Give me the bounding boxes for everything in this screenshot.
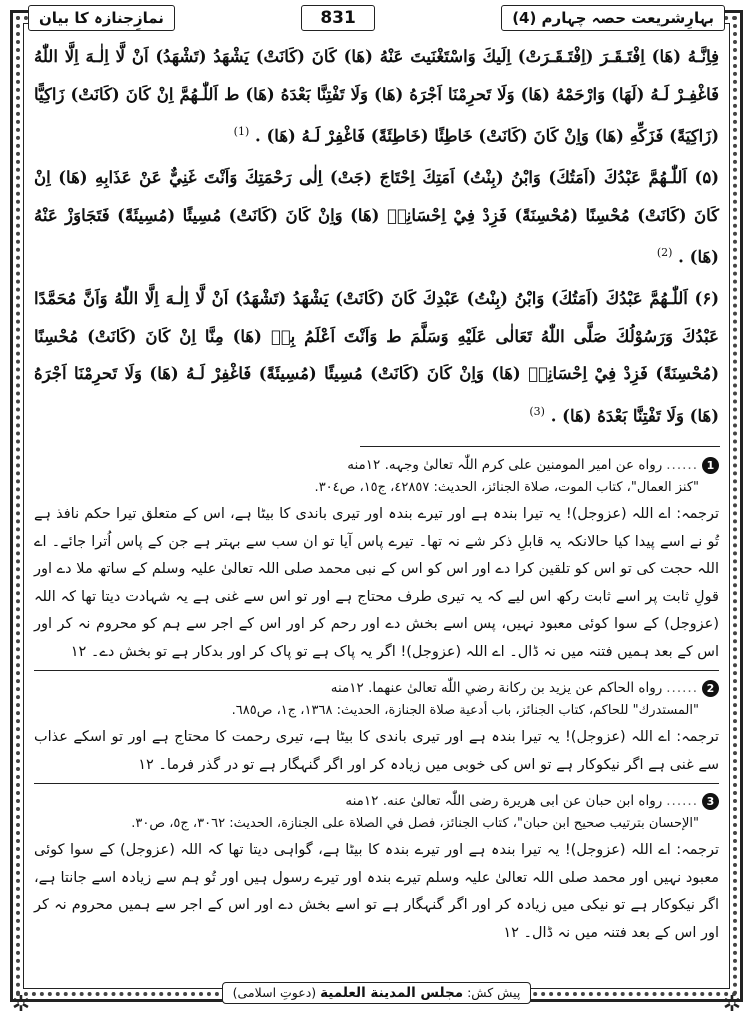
footer-prefix: پیش کش: [467, 985, 521, 1000]
footnote-ref: (3) [529, 404, 545, 418]
footnote-number: 2 [702, 680, 719, 697]
footnote: 2 ...... رواه الحاكم عن يزيد بن ركانة رضي اللّٰه تعالیٰ عنهما. ۱۲منه "المستدرك" للحاكم، كتاب الجنائز، باب أدعية صلاة الجنازة، الحديث: ١٣٦٨، ج١، ص٦٨٥. ترجمہ: اے اللہ (عزوجل)! یہ تیرا بندہ ہے اور تیری باندی کا بیٹا ہے، تیری رحمت کا محتاج ہے اور تو اسکے عذاب سے غنی ہے اگر نیکوکار ہے تو اس کی خوبی میں زیادہ کر اور اگر گنہگار ہے تو در گذر فرما۔ ۱۲ [34, 677, 719, 779]
footnote-reference: "الإحسان بترتيب صحيح ابن حبان"، كتاب الجنائز، فصل في الصلاة على الجنازة، الحديث: ٣٠٦٢، ج٥، ص٣٠. [131, 816, 699, 831]
footnote-ref: (1) [233, 125, 250, 138]
footnote-translation: ترجمہ: اے اللہ (عزوجل)! یہ تیرا بندہ ہے اور تیرے بندہ کا بیٹا ہے، گواہی دیتا تھا کہ اللہ (عزوجل) کے سوا کوئی معبود نہیں اور محمد صلی اللہ تعالیٰ علیہ وسلم تیرے بندہ اور تیرے رسول ہیں اور تُو ہم سے زیادہ اسے جانتا ہے، اگر نیکوکار ہے تو نیکی میں زیادہ کر اور اگر گنہگار ہے تو اسے بخش دے اور اس کے اجر سے ہمیں محروم نہ کر اور اس کے بعد فتنہ میں نہ ڈال۔ ۱۲ [34, 842, 719, 941]
footnote-translation: ترجمہ: اے اللہ (عزوجل)! یہ تیرا بندہ ہے اور تیرے بندہ اور تیری باندی کا بیٹا ہے، اس کے متعلق تیرا حکم نافذ ہے تُو نے اسے پیدا کیا حالانکہ یہ قابلِ ذکر شے نہ تھا۔ تیرے پاس آیا تو ان سب سے بہتر ہے جن کے پاس اُترا جائے۔ اے اللہ حجت کی تو اس کو تلقین کرا دے اور اس کو اس کے نبی محمد صلی اللہ تعالیٰ علیہ وسلم کے ساتھ ملا دے اور قولِ ثابت پر اسے ثابت رکھ اس لیے کہ یہ تیری طرف محتاج ہے اور تو اس سے غنی ہے یہ شہادت دیتا تھا کہ اللہ (عزوجل) کے سوا کوئی معبود نہیں، پس اسے بخش دے اور رحم کر اور اس کے اجر سے ہم کو محروم نہ کر اور اس کے بعد ہمیں فتنہ میں نہ ڈال۔ اے اللہ (عزوجل)! اگر یہ پاک ہے تو پاک کر اور بدکار ہے تو بخش دے۔ ۱۲ [34, 506, 719, 660]
footnote-number: 3 [702, 793, 719, 810]
page-number: 831 [301, 5, 375, 31]
footnote-reference: "كنز العمال"، كتاب الموت، صلاة الجنائز، الحديث: ٤٢٨٥٧، ج١٥، ص٣٠٤. [314, 480, 699, 495]
footnote-reference: "المستدرك" للحاكم، كتاب الجنائز، باب أدعية صلاة الجنازة، الحديث: ١٣٦٨، ج١، ص٦٨٥. [231, 703, 699, 718]
publisher-box [222, 982, 532, 1004]
book-title: بہارِشریعت حصہ چہارم (4) [501, 5, 725, 31]
footnote-separator [34, 670, 719, 671]
footnote-source: رواه الحاكم عن يزيد بن ركانة رضي اللّٰه تعالیٰ عنهما. ۱۲منه [330, 680, 663, 696]
publisher-name: مجلس المدينة العلمية [320, 985, 464, 1001]
footnote-translation: ترجمہ: اے اللہ (عزوجل)! یہ تیرا بندہ ہے اور تیری باندی کا بیٹا ہے، تیری رحمت کا محتاج ہے اور تو اسکے عذاب سے غنی ہے اگر نیکوکار ہے تو اس کی خوبی میں زیادہ کر اور اگر گنہگار ہے تو در گذر فرما۔ ۱۲ [34, 729, 719, 773]
footnote: 1 ...... رواه عن امیر المومنین علی کرم اللّٰہ تعالیٰ وجہه. ۱۲منه "كنز العمال"، كتاب الموت، صلاة الجنائز، الحديث: ٤٢٨٥٧، ج١٥، ص٣٠٤. ترجمہ: اے اللہ (عزوجل)! یہ تیرا بندہ ہے اور تیرے بندہ اور تیری باندی کا بیٹا ہے، اس کے متعلق تیرا حکم نافذ ہے تُو نے اسے پیدا کیا حالانکہ یہ قابلِ ذکر شے نہ تھا۔ تیرے پاس آیا تو ان سب سے بہتر ہے جن کے پاس اُترا جائے۔ اے اللہ حجت کی تو اس کو تلقین کرا دے اور اس کو اس کے نبی محمد صلی اللہ تعالیٰ علیہ وسلم کے ساتھ ملا دے اور قولِ ثابت پر اسے ثابت رکھ اس لیے کہ یہ تیری طرف محتاج ہے اور تو اس سے غنی ہے یہ شہادت دیتا تھا کہ اللہ (عزوجل) کے سوا کوئی معبود نہیں، پس اسے بخش دے اور رحم کر اور اس کے اجر سے ہم کو محروم نہ کر اور اس کے بعد ہمیں فتنہ میں نہ ڈال۔ اے اللہ (عزوجل)! اگر یہ پاک ہے تو پاک کر اور بدکار ہے تو بخش دے۔ ۱۲ [34, 454, 719, 666]
footnote: 3 ...... رواه ابن حبان عن ابی هريرة رضی اللّٰہ تعالیٰ عنه. ۱۲منه "الإحسان بترتيب صحيح ابن حبان"، كتاب الجنائز، فصل في الصلاة على الجنازة، الحديث: ٣٠٦٢، ج٥، ص٣٠. ترجمہ: اے اللہ (عزوجل)! یہ تیرا بندہ ہے اور تیرے بندہ کا بیٹا ہے، گواہی دیتا تھا کہ اللہ (عزوجل) کے سوا کوئی معبود نہیں اور محمد صلی اللہ تعالیٰ علیہ وسلم تیرے بندہ اور تیرے رسول ہیں اور تُو ہم سے زیادہ اسے جانتا ہے، اگر نیکوکار ہے تو نیکی میں زیادہ کر اور اگر گنہگار ہے تو اسے بخش دے اور اس کے اجر سے ہمیں محروم نہ کر اور اس کے بعد فتنہ میں نہ ڈال۔ ۱۲ [34, 790, 719, 947]
page-footer [0, 982, 753, 1004]
footnote-number: 1 [702, 457, 719, 474]
dua-paragraph: فِاِنَّـهُ (هَا) اِفْتَـقَـرَ (اِفْتَـقَـرَتْ) اِلَيكَ وَاسْتَغْنَيتَ عَنْهُ (هَا) كَانَ (كَانَتْ) يَشْهَدُ (تَشْهَدُ) اَنْ لَّا اِلٰـهَ اِلَّا اللّٰهُ فَاغْفِـرْ لَـهُ (لَهَا) وَارْحَمْهُ (هَا) وَلَا تَحرِمْنَا اَجْرَهُ (هَا) وَلَا تَفْتِنَّا بَعْدَهُ (هَا) ط اَللّٰـهُمَّ اِنْ كَانَ (كَانَتْ) زَاكِيًّا (زَاكِيَةً) فَزَكِّهِ (هَا) وَاِنْ كَانَ (كَانَتْ) خَاطِئًا (خَاطِئَةً) فَاغْفِرْ لَـهُ (هَا) . $^{(1)}$ [34, 47, 719, 146]
footnote-source: رواه عن امیر المومنین علی کرم اللّٰہ تعالیٰ وجہه. ۱۲منه [347, 457, 663, 473]
footnotes-section [34, 452, 719, 951]
chapter-title: نمازِجنازہ کا بیان [28, 5, 175, 31]
footnote-source: رواه ابن حبان عن ابی هريرة رضی اللّٰہ تعالیٰ عنه. ۱۲منه [345, 793, 663, 809]
corner-ornament-icon: ✲ [722, 992, 742, 1017]
footnote-ref: (2) [656, 246, 673, 259]
footnote-divider [360, 446, 720, 447]
dua-paragraph: (۶) اَللّٰـهُمَّ عَبْدُكَ (اَمَتُكَ) وَابْنُ (بِنْتُ) عَبْدِكَ كَانَ (كَانَتْ) يَشْهَدُ (تَشْهَدُ) اَنْ لَّا اِلٰـهَ اِلَّا اللّٰهُ وَاَنَّ مُحَمَّدًا عَبْدُكَ وَرَسُوْلُكَ صَلَّى اللّٰهُ تَعَالٰى عَلَيْهِ وَسَلَّمَ ط وَاَنْتَ اَعْلَمُ بِهٖ (هَا) مِنَّا اِنْ كَانَ (كَانَتْ) مُحْسِنًا (مُحْسِنَةً) فَزِدْ فِيْ اِحْسَانِهٖ (هَا) وَاِنْ كَانَ (كَانَتْ) مُسِيئًا (مُسِيئَةً) فَاغْفِرْ لَـهُ (هَا) وَلَا تَحرِمْنَا اَجْرَهُ (هَا) وَلَا تَفْتِنَّا بَعْدَهُ (هَا) . $^{(3)}$ [34, 289, 719, 425]
page-header [28, 2, 725, 34]
corner-ornament-icon: ✲ [11, 992, 31, 1017]
dua-paragraph: (۵) اَللّٰـهُمَّ عَبْدُكَ (اَمَتُكَ) وَابْنُ (بِنْتُ) اَمَتِكَ اِحْتَاجَ (جَتْ) اِلٰى رَحْمَتِكَ وَاَنْتَ غَنِيٌّ عَنْ عَذَابِهِ (هَا) اِنْ كَانَ (كَانَتْ) مُحْسِنًا (مُحْسِنَةً) فَزِدْ فِيْ اِحْسَانِهٖ (هَا) وَاِنْ كَانَ (كَانَتْ) مُسِيئًا (مُسِيئَةً) فَتَجَاوَزْ عَنْهُ (هَا) . $^{(2)}$ [34, 168, 719, 267]
footnote-separator [34, 783, 719, 784]
dua-section [34, 38, 719, 435]
publisher-sub: (دعوتِ اسلامی) [232, 985, 317, 1000]
